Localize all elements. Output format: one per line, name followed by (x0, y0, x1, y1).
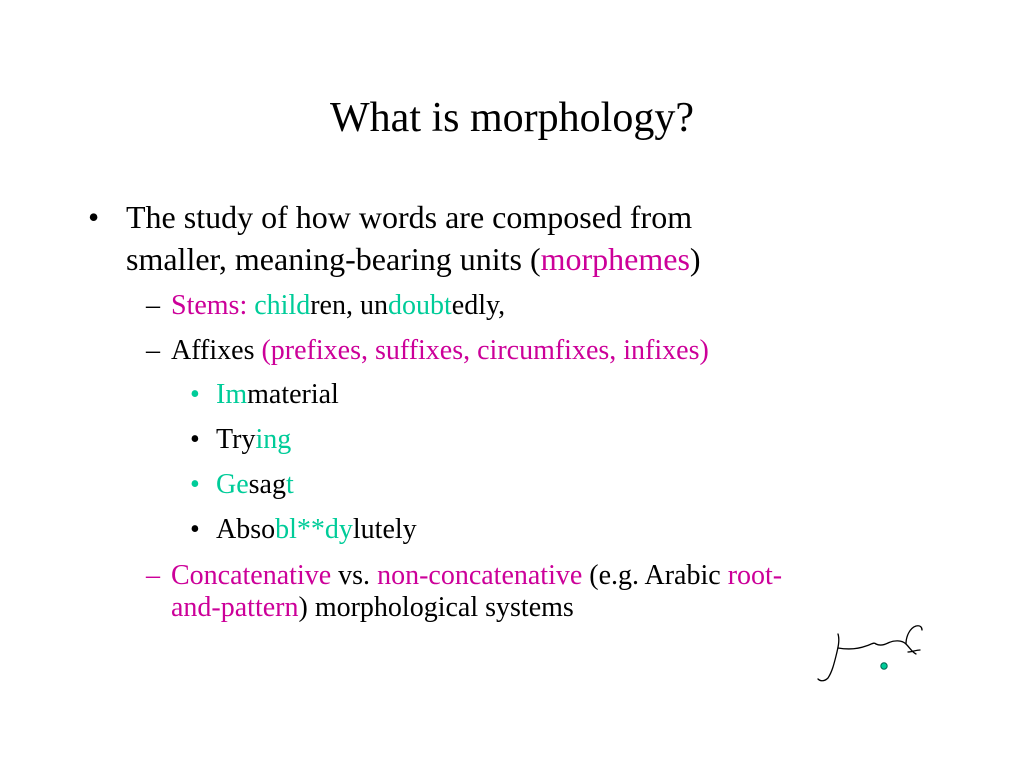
affix-ge: Ge (216, 469, 249, 500)
bullet-marker: • (88, 199, 100, 235)
term-root: root- (727, 560, 783, 591)
stem-sag: sag (248, 469, 286, 500)
stems-text (171, 290, 946, 322)
sub-bullet-concatenative (146, 560, 946, 624)
definition-text (126, 196, 888, 280)
concat-tail: ) morphological systems (298, 592, 574, 623)
stems-label: Stems: (171, 290, 255, 321)
slide-title: What is morphology? (330, 95, 694, 141)
definition-line1: The study of how words are composed from (126, 199, 693, 235)
example-text (216, 514, 790, 546)
suffix-edly: edly, (451, 290, 506, 321)
affix-im: Im (216, 379, 248, 410)
example-trying (190, 424, 790, 456)
stem-lutely: lutely (352, 514, 417, 545)
bullet-marker: • (190, 424, 200, 455)
definition-line2-pre: smaller, meaning-bearing units ( (126, 241, 541, 277)
stem-try: Try (216, 424, 256, 455)
bullet-marker: • (190, 514, 200, 545)
dash-marker: – (146, 290, 160, 321)
prefix-un: un (360, 290, 388, 321)
stem-abso: Abso (216, 514, 276, 545)
infix: bl**dy (275, 514, 353, 545)
stem-doubt: doubt (388, 290, 452, 321)
stem-child: child (254, 290, 311, 321)
stem-material: material (247, 379, 339, 410)
affix-ing: ing (255, 424, 292, 455)
concat-vs: vs. (331, 560, 378, 591)
bullet-marker: • (190, 379, 200, 410)
example-immaterial (190, 379, 790, 411)
bullet-marker: • (190, 469, 200, 500)
term-non-concatenative: non-concatenative (377, 560, 583, 591)
example-absolutely (190, 514, 790, 546)
sub-bullet-stems (146, 290, 946, 322)
definition-line2-post: ) (689, 241, 701, 277)
example-gesagt (190, 469, 790, 501)
example-text (216, 424, 790, 456)
concat-mid: (e.g. Arabic (582, 560, 728, 591)
concat-text (171, 560, 946, 624)
bullet-definition (88, 196, 888, 280)
sub-bullet-affixes (146, 335, 946, 367)
stem-child-rest: ren, (310, 290, 360, 321)
term-concatenative: Concatenative (171, 560, 332, 591)
affix-t: t (285, 469, 294, 500)
dash-marker: – (146, 560, 160, 591)
example-text (216, 379, 790, 411)
affixes-text (171, 335, 946, 367)
hand-drawn-doodle-icon (810, 618, 930, 690)
dash-marker: – (146, 335, 160, 366)
term-morphemes: morphemes (540, 241, 690, 277)
affix-types: (prefixes, suffixes, circumfixes, infixes) (261, 335, 709, 366)
term-and-pattern: and-pattern (171, 592, 299, 623)
example-text (216, 469, 790, 501)
affixes-label: Affixes (171, 335, 262, 366)
